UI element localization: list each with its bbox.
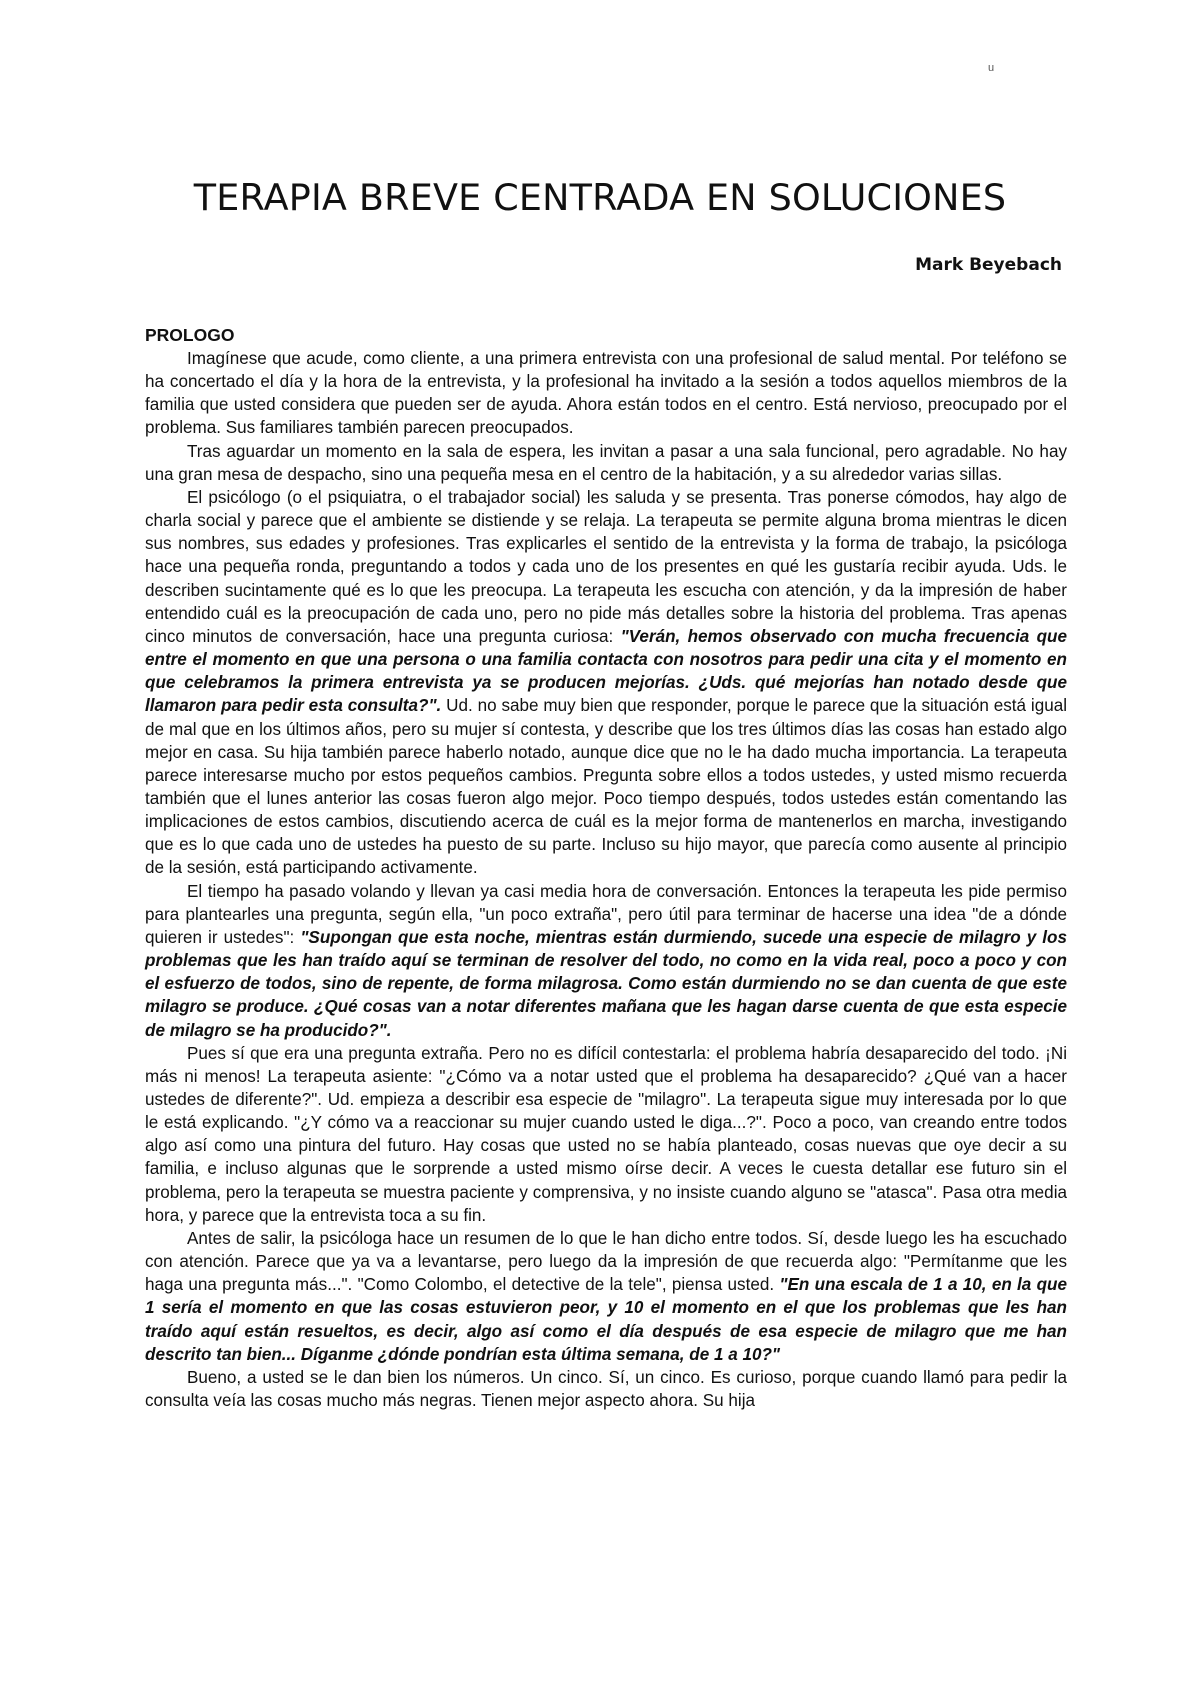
emphasized-question: "Verán, hemos observado con mucha frecuencia que entre el momento en que una persona o una familia contacta con nosotros para pedir una cita y el momento en que celebramos la primera entrevista ya se producen mejorías. ¿Uds. qué mejorías han notado desde que llamaron para pedir esta consulta?".: [145, 626, 1068, 716]
paragraph-text: El tiempo ha pasado volando y llevan ya casi media hora de conversación. Entonces la terapeuta les pide permiso para plantearles una pregunta, según ella, "un poco extraña", pero útil para terminar de hacerse una idea "de a dónde quieren ir ustedes":: [145, 881, 1067, 947]
emphasized-question: "Supongan que esta noche, mientras están durmiendo, sucede una especie de milagro y los problemas que les han traído aquí se terminan de resolver del todo, no como en la vida real, poco a poco y con el esfuerzo de todos, sino de repente, de forma milagrosa. Como están durmiendo no se dan cuenta de que este milagro se produce. ¿Qué cosas van a notar diferentes mañana que les hagan darse cuenta de que esta especie de milagro se ha producido?".: [145, 927, 1067, 1040]
paragraph-text: Bueno, a usted se le dan bien los números. Un cinco. Sí, un cinco. Es curioso, porque cuando llamó para pedir la consulta veía las cosas mucho más negras. Tienen mejor aspecto ahora. Su hija: [145, 1367, 1067, 1411]
paragraph-4: [145, 880, 1067, 1042]
paragraph-text: Antes de salir, la psicóloga hace un resumen de lo que le han dicho entre todos. Sí, desde luego les ha escuchado con atención. Parece que ya va a levantarse, pero luego da la impresión de que recuerda algo: "Permítanme que les haga una pregunta más...". "Como Colombo, el detective de la tele", piensa usted.: [145, 1228, 1067, 1295]
paragraph-text: Ud. no sabe muy bien que responder, porque le parece que la situación está igual de mal que en los últimos años, pero su mujer sí contesta, y describe que los tres últimos días las cosas han estado algo mejor en casa. Su hija también parece haberlo notado, aunque dice que no le ha dado mucha importancia. La terapeuta parece interesarse mucho por estos pequeños cambios. Pregunta sobre ellos a todos ustedes, y usted mismo recuerda también que el lunes anterior las cosas fueron algo mejor. Poco tiempo después, todos ustedes están comentando las implicaciones de estos cambios, discutiendo acerca de cuál es la mejor forma de mantenerlos en marcha, investigando que es lo que cada uno de ustedes ha puesto de su parte. Incluso su hijo mayor, que parecía como ausente al principio de la sesión, está participando activamente.: [145, 696, 1068, 878]
paragraph-1: [145, 347, 1067, 440]
document-body: [145, 324, 1067, 1412]
paragraph-2: [145, 440, 1067, 486]
emphasized-question: "En una escala de 1 a 10, en la que 1 sería el momento en que las cosas estuvieron peor, y 10 el momento en el que los problemas que les han traído aquí están resueltos, es decir, algo así como el día después de esa especie de milagro que me han descrito tan bien... Díganme ¿dónde pondrían esta última semana, de 1 a 10?": [145, 1275, 1067, 1364]
paragraph-6: [145, 1227, 1067, 1366]
paragraph-7: [145, 1366, 1067, 1412]
paragraph-text: Tras aguardar un momento en la sala de espera, les invitan a pasar a una sala funcional, pero agradable. No hay una gran mesa de despacho, sino una pequeña mesa en el centro de la habitación, y a su alrededor varias sillas.: [145, 441, 1067, 484]
paragraph-5: [145, 1042, 1067, 1227]
page-corner-mark: u: [988, 62, 995, 74]
section-heading: PROLOGO: [145, 325, 235, 345]
paragraph-3: [145, 486, 1067, 880]
document-author: Mark Beyebach: [915, 255, 1062, 275]
paragraph-text: Imagínese que acude, como cliente, a una primera entrevista con una profesional de salud mental. Por teléfono se ha concertado el día y la hora de la entrevista, y la profesional ha invitado a la sesión a todos aquellos miembros de la familia que usted considera que pueden ser de ayuda. Ahora están todos en el centro. Está nervioso, preocupado por el problema. Sus familiares también parecen preocupados.: [145, 349, 1067, 438]
paragraph-text: El psicólogo (o el psiquiatra, o el trabajador social) les saluda y se presenta. Tras ponerse cómodos, hay algo de charla social y parece que el ambiente se distiende y se relaja. La terapeuta se permite alguna broma mientras le dicen sus nombres, sus edades y profesiones. Tras explicarles el sentido de la entrevista y la forma de trabajo, la psicóloga hace una pequeña ronda, preguntando a todos y cada uno de los presentes en qué les gustaría recibir ayuda. Uds. le describen sucintamente qué es lo que les preocupa. La terapeuta les escucha con atención, y da la impresión de haber entendido cuál es la preocupación de cada uno, pero no pide más detalles sobre la historia del problema. Tras apenas cinco minutos de conversación, hace una pregunta curiosa:: [145, 487, 1067, 646]
document-title: TERAPIA BREVE CENTRADA EN SOLUCIONES: [193, 176, 1007, 219]
paragraph-text: Pues sí que era una pregunta extraña. Pero no es difícil contestarla: el problema habría desaparecido del todo. ¡Ni más ni menos! La terapeuta asiente: "¿Cómo va a notar usted que el problema ha desaparecido? ¿Qué van a hacer ustedes de diferente?". Ud. empieza a describir esa especie de "milagro". La terapeuta sigue muy interesada por lo que le está explicando. "¿Y cómo va a reaccionar su mujer cuando usted le diga...?". Poco a poco, van creando entre todos algo así como una pintura del futuro. Hay cosas que usted no se había planteado, cosas nuevas que oye decir a su familia, e incluso algunas que le sorprende a usted mismo oírse decir. A veces le cuesta detallar ese futuro sin el problema, pero la terapeuta se muestra paciente y comprensiva, y no insiste cuando alguno se "atasca". Pasa otra media hora, y parece que la entrevista toca a su fin.: [145, 1043, 1067, 1225]
